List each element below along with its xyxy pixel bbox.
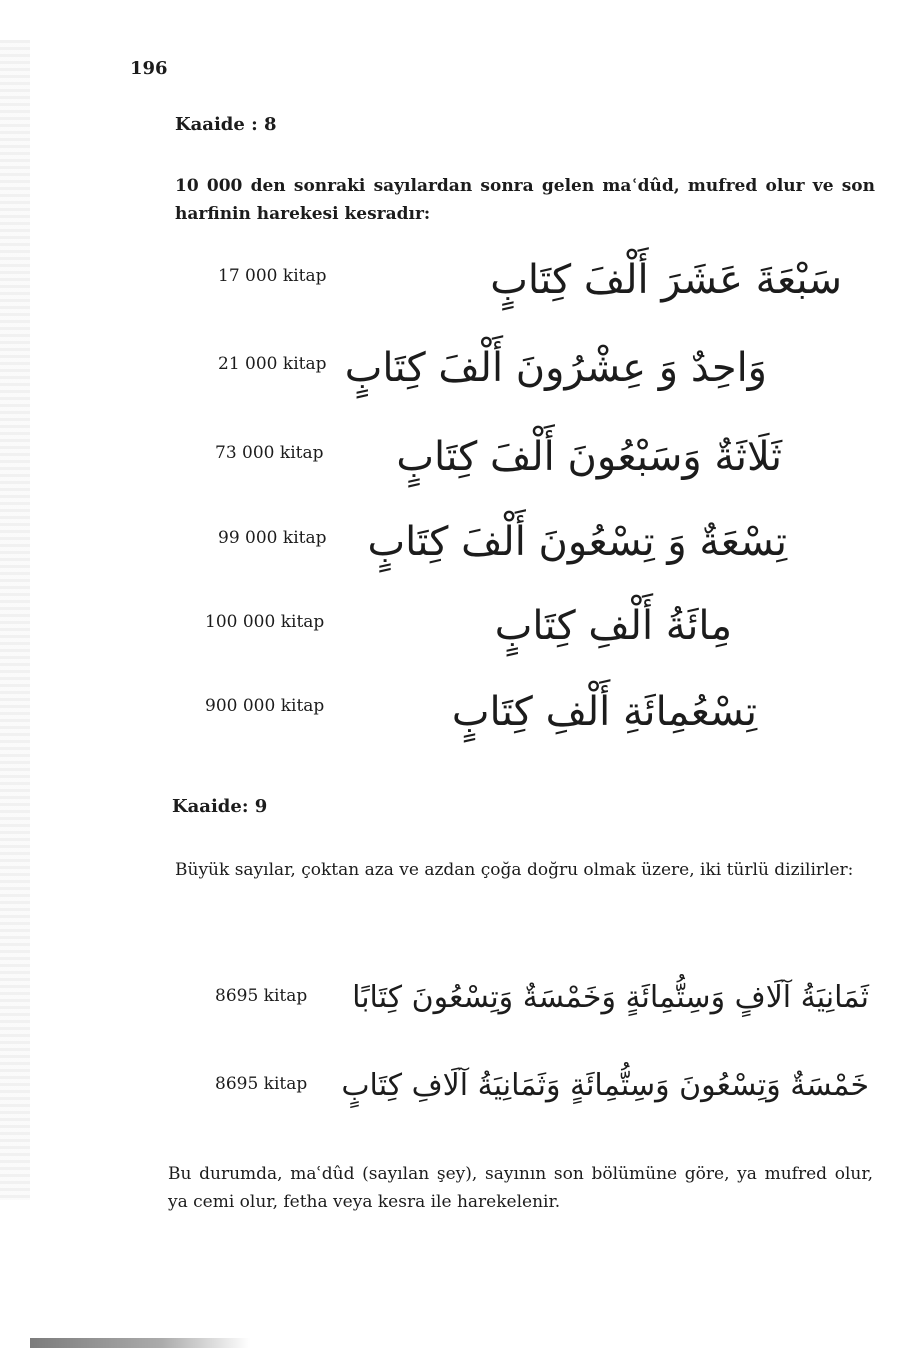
section-heading-9: Kaaide: 9 [172,796,268,817]
example-row [0,678,897,758]
section-heading-8: Kaaide : 8 [175,114,277,135]
example-row [0,966,897,1046]
arabic-phrase: سَبْعَةَ عَشَرَ أَلْفَ كِتَابٍ [490,257,842,303]
arabic-phrase: ثَمَانِيَةُ آلَافٍ وَسِتُّمِائَةٍ وَخَمْسَةٌ وَتِسْعُونَ كِتَابًا [352,980,869,1015]
arabic-phrase: تِسْعُمِائَةِ أَلْفِ كِتَابٍ [451,689,757,735]
arabic-phrase: مِائَةُ أَلْفِ كِتَابٍ [494,603,732,649]
example-label: 99 000 kitap [218,528,327,548]
example-row [0,250,897,330]
scan-edge-mark [30,1338,250,1348]
arabic-phrase: تِسْعَةٌ وَ تِسْعُونَ أَلْفَ كِتَابٍ [367,519,787,565]
example-row [0,594,897,674]
page-number: 196 [130,58,168,79]
example-label: 73 000 kitap [215,443,324,463]
arabic-phrase: ثَلَاثَةٌ وَسَبْعُونَ أَلْفَ كِتَابٍ [396,434,782,480]
example-label: 21 000 kitap [218,354,327,374]
example-label: 100 000 kitap [205,612,325,632]
arabic-phrase: وَاحِدٌ وَ عِشْرُونَ أَلْفَ كِتَابٍ [344,345,767,391]
example-label: 900 000 kitap [205,696,325,716]
example-label: 17 000 kitap [218,266,327,286]
arabic-phrase: خَمْسَةٌ وَتِسْعُونَ وَسِتُّمِائَةٍ وَثَمَانِيَةُ آلَافِ كِتَابٍ [341,1068,869,1103]
example-label: 8695 kitap [215,1074,308,1094]
closing-paragraph: Bu durumda, maʿdûd (sayılan şey), sayının son bölümüne göre, ya mufred olur, ya cemi olur, fetha veya kesra ile harekelenir. [168,1164,873,1212]
example-row [0,338,897,418]
section-8-intro: 10 000 den sonraki sayılardan sonra gelen maʿdûd, mufred olur ve son harfinin harekesi kesradır: [175,176,875,224]
example-row [0,510,897,590]
example-label: 8695 kitap [215,986,308,1006]
section-9-intro: Büyük sayılar, çoktan aza ve azdan çoğa doğru olmak üzere, iki türlü dizilirler: [175,860,854,880]
example-row [0,1054,897,1134]
example-row [0,425,897,505]
